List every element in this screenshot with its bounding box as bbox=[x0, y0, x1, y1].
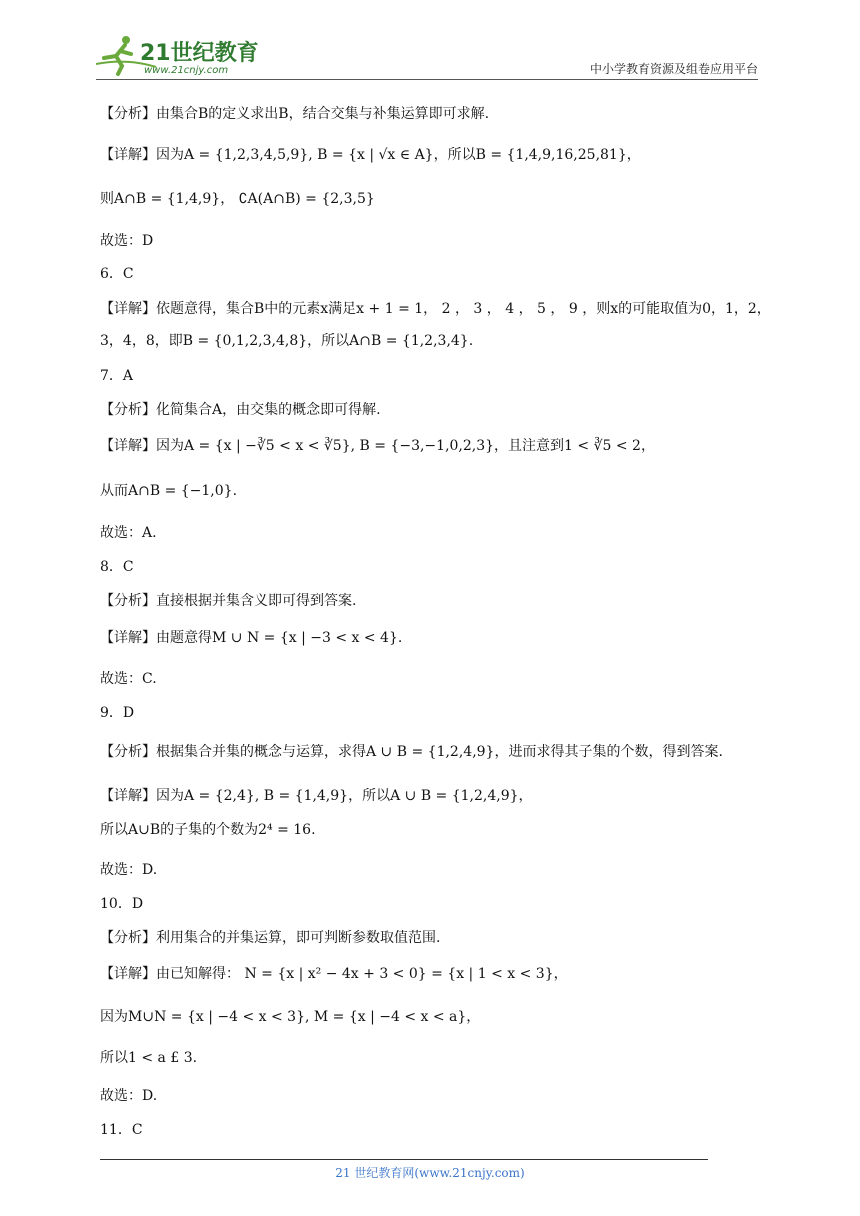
analysis-7: 【分析】化简集合A，由交集的概念即可得解. bbox=[100, 402, 381, 418]
analysis-10: 【分析】利用集合的并集运算，即可判断参数取值范围. bbox=[100, 930, 441, 946]
detail-5-cont: 则A∩B = {1,4,9}， ∁A(A∩B) = {2,3,5} bbox=[100, 191, 375, 207]
detail-10-cont: 因为M∪N = {x | −4 < x < 3}, M = {x | −4 < x < a}， bbox=[100, 1009, 481, 1025]
page-header bbox=[96, 30, 758, 78]
detail-5: 【详解】因为A = {1,2,3,4,5,9}, B = {x | √x ∈ A}，所以B = {1,4,9,16,25,81}， bbox=[100, 147, 641, 163]
footer-divider bbox=[100, 1159, 708, 1160]
q9-heading: 9．D bbox=[100, 705, 135, 721]
svg-text:www.21cnjy.com: www.21cnjy.com bbox=[144, 65, 229, 76]
detail-8: 【详解】由题意得M ∪ N = {x | −3 < x < 4}. bbox=[100, 630, 403, 646]
answer-9: 故选：D. bbox=[100, 862, 158, 878]
detail-9: 【详解】因为A = {2,4}, B = {1,4,9}，所以A ∪ B = {1,2,4,9}， bbox=[100, 788, 533, 804]
detail-10-result: 所以1 < a £ 3. bbox=[100, 1050, 198, 1066]
detail-10: 【详解】由已知解得： N = {x | x² − 4x + 3 < 0} = {x | 1 < x < 3}， bbox=[100, 966, 568, 982]
analysis-5: 【分析】由集合B的定义求出B，结合交集与补集运算即可求解. bbox=[100, 106, 490, 122]
analysis-9: 【分析】根据集合并集的概念与运算，求得A ∪ B = {1,2,4,9}，进而求得其子集的个数，得到答案. bbox=[100, 744, 723, 760]
answer-7: 故选：A. bbox=[100, 525, 157, 541]
q7-heading: 7．A bbox=[100, 368, 134, 384]
q6-heading: 6．C bbox=[100, 266, 134, 282]
detail-9-cont: 所以A∪B的子集的个数为2⁴ = 16. bbox=[100, 822, 316, 838]
platform-name: 中小学教育资源及组卷应用平台 bbox=[589, 62, 758, 76]
answer-8: 故选：C. bbox=[100, 671, 157, 687]
detail-7-cont: 从而A∩B = {−1,0}. bbox=[100, 483, 238, 499]
q11-heading: 11．C bbox=[100, 1122, 143, 1138]
answer-5: 故选：D bbox=[100, 233, 154, 249]
detail-7: 【详解】因为A = {x | −∛5 < x < ∛5}, B = {−3,−1,0,2,3}，且注意到1 < ∛5 < 2， bbox=[100, 438, 655, 454]
detail-6: 【详解】依题意得，集合B中的元素x满足x + 1 = 1， 2 ， 3 ， 4 ， 5 ， 9 ，则x的可能取值为0，1，2， bbox=[100, 301, 771, 317]
svg-text:21世纪教育: 21世纪教育 bbox=[140, 41, 259, 66]
site-logo bbox=[96, 34, 266, 76]
q8-heading: 8．C bbox=[100, 559, 134, 575]
q10-heading: 10．D bbox=[100, 896, 144, 912]
analysis-8: 【分析】直接根据并集含义即可得到答案. bbox=[100, 593, 357, 609]
answer-10: 故选：D. bbox=[100, 1088, 158, 1104]
detail-6-cont: 3，4，8，即B = {0,1,2,3,4,8}，所以A∩B = {1,2,3,4}. bbox=[100, 333, 474, 349]
footer-text: 21 世纪教育网(www.21cnjy.com) bbox=[335, 1166, 525, 1180]
header-divider bbox=[96, 79, 758, 80]
